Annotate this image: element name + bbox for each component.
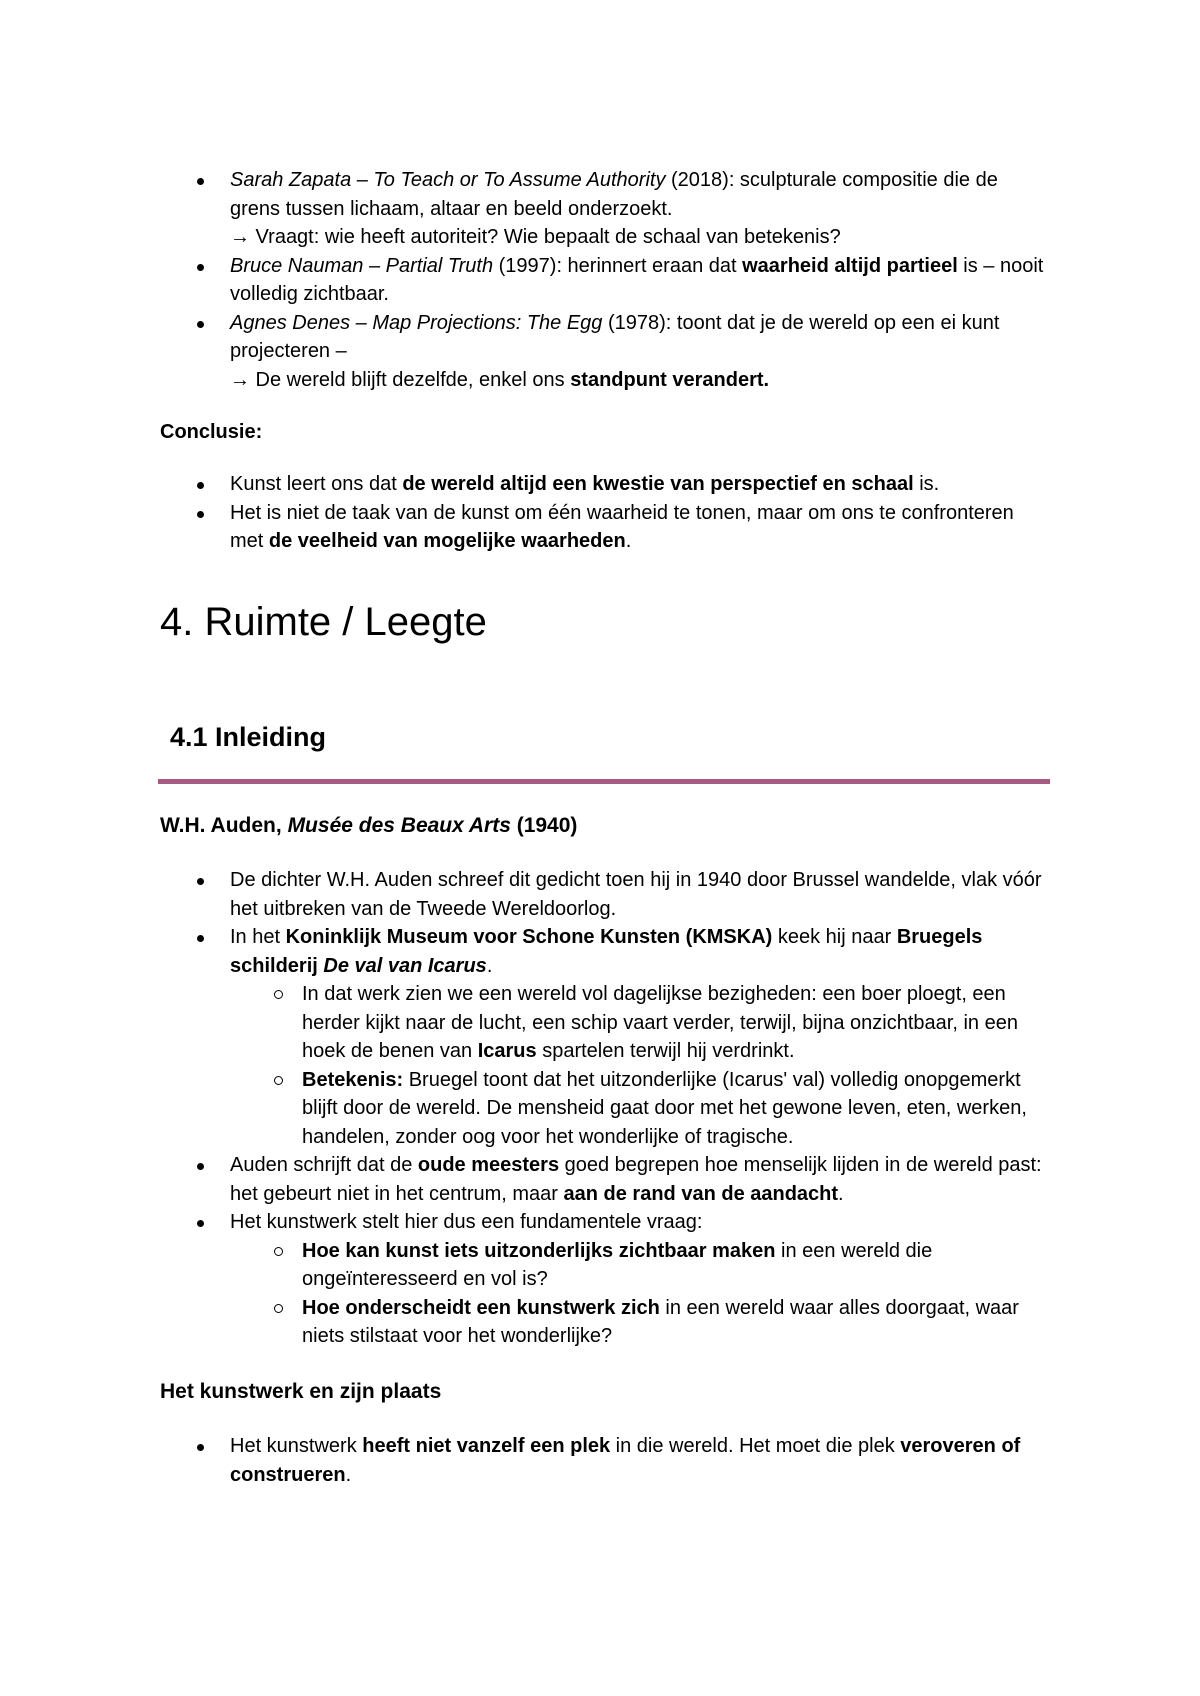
text: . (625, 530, 632, 552)
text: (1940) (510, 814, 578, 837)
text: . (838, 1182, 844, 1205)
list-item (160, 1432, 1050, 1489)
sub-list-item (230, 1294, 1050, 1351)
list-item (160, 1151, 1050, 1208)
plaats-list (160, 1432, 1050, 1489)
poem-title: Musée des Beaux Arts (287, 814, 511, 837)
work-description: (1978): toont dat je de wereld op een ei kunt projecteren – (230, 311, 1000, 362)
emphasis: waarheid altijd partieel (742, 254, 958, 277)
text: is. (913, 473, 940, 495)
text: in die wereld. Het moet die plek (610, 1435, 901, 1457)
plaats-heading: Het kunstwerk en zijn plaats (160, 1380, 442, 1403)
emphasis: Hoe kan kunst iets uitzonderlijks zichtbaar maken (302, 1239, 776, 1262)
emphasis: veroveren of construeren (230, 1435, 1021, 1486)
emphasis: Koninklijk Museum voor Schone Kunsten (KMSKA) (285, 926, 773, 948)
heading-4: 4. Ruimte / Leegte (160, 600, 487, 644)
list-item (160, 166, 1050, 252)
text: In het (230, 926, 286, 948)
emphasis: de veelheid van mogelijke waarheden (268, 530, 626, 552)
emphasis: Hoe onderscheidt een kunstwerk zich (302, 1296, 660, 1319)
arrow-line: → De wereld blijft dezelfde, enkel ons (230, 368, 571, 391)
auden-list (160, 866, 1050, 1351)
work-description: (2018): sculpturale compositie die de grens tussen lichaam, altaar en beeld onderzoekt. (230, 169, 998, 220)
text: in een wereld waar alles doorgaat, waar niets stilstaat voor het wonderlijke? (302, 1296, 1019, 1347)
text: In dat werk zien we een wereld vol dagelijkse bezigheden: een boer ploegt, een herder kijkt naar de lucht, een schip vaart verder, terwijl, bijna onzichtbaar, in een hoek de benen van (302, 983, 1018, 1062)
section-divider (158, 779, 1050, 784)
text: Kunst leert ons dat (230, 473, 403, 495)
emphasis: Icarus (477, 1040, 537, 1062)
list-item (160, 923, 1050, 1151)
heading-4-1: 4.1 Inleiding (170, 722, 327, 752)
text: Het is niet de taak van de kunst om één waarheid te tonen, maar om ons te confronteren met (230, 501, 1014, 552)
painting-title: De val van Icarus (323, 954, 487, 977)
emphasis: Betekenis: (302, 1068, 404, 1091)
text: . (345, 1463, 352, 1486)
text: in een wereld die ongeïnteresseerd en vol is? (302, 1239, 933, 1290)
emphasis: de wereld altijd een kwestie van perspectief en schaal (402, 473, 914, 495)
text: Het kunstwerk stelt hier dus een fundamentele vraag: (230, 1211, 703, 1233)
emphasis: standpunt verandert. (570, 368, 770, 391)
text: goed begrepen hoe menselijk lijden in de wereld past: het gebeurt niet in het centrum, maar (230, 1154, 1042, 1205)
text: spartelen terwijl hij verdrinkt. (536, 1040, 795, 1062)
emphasis: heeft niet vanzelf een plek (362, 1435, 611, 1457)
work-title: Agnes Denes – Map Projections: The Egg (230, 311, 603, 334)
emphasis: Bruegels schilderij (230, 926, 983, 977)
text: W.H. Auden, (160, 814, 288, 837)
emphasis: aan de rand van de aandacht (563, 1182, 839, 1205)
conclusie-label: Conclusie: (160, 421, 263, 443)
work-description: (1997): herinnert eraan dat (493, 254, 743, 277)
list-item (160, 252, 1050, 309)
sub-list-item (230, 1237, 1050, 1294)
emphasis: oude meesters (417, 1154, 560, 1176)
auden-heading (160, 812, 577, 840)
text: Bruegel toont dat het uitzonderlijke (Icarus' val) volledig onopgemerkt blijft door de wereld. De mensheid gaat door met het gewone leven, eten, werken, handelen, zonder oog voor het wonderlijke of tragische. (302, 1068, 1027, 1148)
top-works-list (160, 166, 1050, 394)
text: keek hij naar (772, 926, 897, 948)
list-item (160, 1208, 1050, 1351)
list-item (160, 309, 1050, 395)
list-item (160, 499, 1050, 556)
conclusie-list (160, 470, 1050, 556)
work-description-end: is – nooit volledig zichtbaar. (230, 254, 1044, 305)
work-title: Bruce Nauman – Partial Truth (230, 254, 494, 277)
sub-list-item (230, 1066, 1050, 1152)
work-title: Sarah Zapata – To Teach or To Assume Authority (230, 169, 666, 191)
sub-list-item (230, 980, 1050, 1066)
text: Het kunstwerk (230, 1435, 363, 1457)
text: . (486, 954, 493, 977)
list-item (160, 866, 1050, 923)
text: Auden schrijft dat de (230, 1154, 418, 1176)
text: De dichter W.H. Auden schreef dit gedicht toen hij in 1940 door Brussel wandelde, vlak vóór het uitbreken van de Tweede Wereldoorlog. (230, 869, 1042, 920)
list-item (160, 470, 1050, 499)
arrow-line: → Vraagt: wie heeft autoriteit? Wie bepaalt de schaal van betekenis? (230, 226, 841, 248)
